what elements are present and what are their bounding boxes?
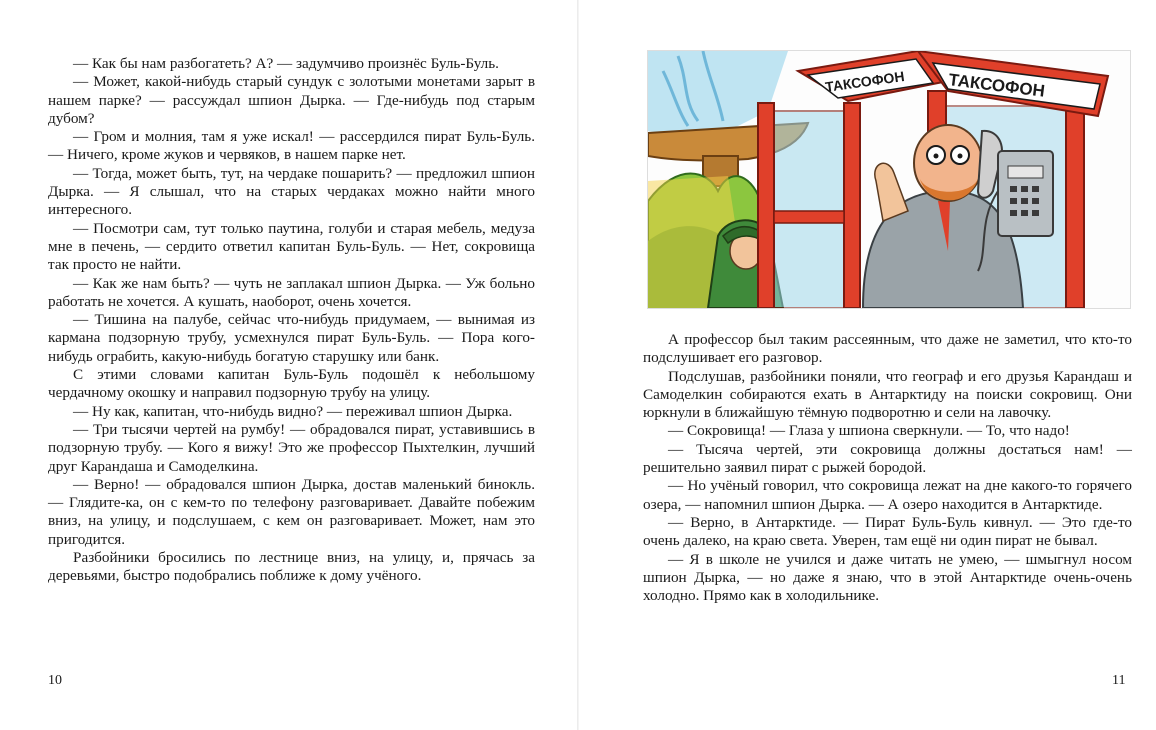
paragraph: — Я в школе не учился и даже читать не умею, — шмыгнул носом шпион Дырка, — но даже я знаю, что в этой Антарктиде очень-очень холодно. Прямо как в холодильнике.: [643, 550, 1132, 605]
right-page-text: [643, 331, 1132, 605]
paragraph: — Но учёный говорил, что сокровища лежат на дне какого-то горячего озера, — напомнил шпион Дырка. — А озеро находится в Антарктиде.: [643, 477, 1132, 513]
paragraph: — Ну как, капитан, что-нибудь видно? — переживал шпион Дырка.: [73, 402, 513, 420]
paragraph: — Посмотри сам, тут только паутина, голуби и старая мебель, медуза мне в печень, — сердито ответил капитан Буль-Буль. — Нет, сокровища так просто не найти.: [48, 219, 535, 274]
booth-sign-right: ТАКСОФОН: [947, 70, 1046, 101]
paragraph: — Тишина на палубе, сейчас что-нибудь придумаем, — вынимая из кармана подзорную трубу, усмехнулся пират Буль-Буль. — Пора кого-нибудь ограбить, какую-нибудь богатую старушку или банк.: [48, 311, 535, 365]
booth-sign-left: ТАКСОФОН: [824, 68, 906, 95]
left-page: [0, 0, 577, 730]
paragraph: — Сокровища! — Глаза у шпиона сверкнули. — То, что надо!: [668, 422, 1070, 440]
illustration-drawing: [648, 51, 1130, 308]
page-number: 11: [1112, 673, 1126, 688]
right-page: [579, 0, 1156, 730]
paragraph: — Как бы нам разбогатеть? А? — задумчиво произнёс Буль-Буль.: [73, 55, 499, 72]
paragraph: — Верно, в Антарктиде. — Пират Буль-Буль кивнул. — Это где-то очень далеко, на краю света. Уверен, там ещё ни один пират не бывал.: [643, 513, 1132, 550]
paragraph: — Тогда, может быть, тут, на чердаке пошарить? — предложил шпион Дырка. — Я слышал, что на старых чердаках можно найти много интересного.: [48, 164, 535, 219]
paragraph: — Три тысячи чертей на румбу! — обрадовался пират, уставившись в подзорную трубу. — Кого я вижу! Это же профессор Пыхтелкин, лучший друг Карандаша и Самоделкина.: [48, 420, 535, 475]
paragraph: А профессор был таким рассеянным, что даже не заметил, что кто-то подслушивает его разговор.: [643, 331, 1132, 367]
page-number: 10: [48, 673, 62, 688]
paragraph: Подслушав, разбойники поняли, что географ и его друзья Карандаш и Самоделкин собираются ехать в Антарктиду на поиски сокровищ. Они юркнули в ближайшую тёмную подворотню и сели на лавочку.: [643, 367, 1132, 422]
paragraph: — Как же нам быть? — чуть не заплакал шпион Дырка. — Уж больно работать не хочется. А кушать, наоборот, очень хочется.: [48, 274, 535, 310]
left-page-text: [48, 55, 535, 586]
paragraph: — Тысяча чертей, эти сокровища должны достаться нам! — решительно заявил пират с рыжей бородой.: [643, 440, 1132, 477]
paragraph: С этими словами капитан Буль-Буль подошёл к небольшому чердачному окошку и направил подзорную трубу на улицу.: [48, 366, 535, 402]
paragraph: — Верно! — обрадовался шпион Дырка, достав маленький бинокль. — Глядите-ка, он с кем-то по телефону разговаривает. Давайте побежим вниз, на улицу, и подслушаем, с кем он разговаривает. Может, нам это пригодится.: [48, 475, 535, 548]
payphone-illustration: [647, 50, 1131, 309]
paragraph: — Может, какой-нибудь старый сундук с золотыми монетами зарыт в нашем парке? — рассуждал шпион Дырка. — Где-нибудь под старым дубом?: [48, 73, 535, 127]
paragraph: — Гром и молния, там я уже искал! — рассердился пират Буль-Буль. — Ничего, кроме жуков и червяков, в нашем парке нет.: [48, 128, 535, 164]
paragraph: Разбойники бросились по лестнице вниз, на улицу, и, прячась за деревьями, быстро подобрались поближе к дому учёного.: [48, 549, 535, 585]
